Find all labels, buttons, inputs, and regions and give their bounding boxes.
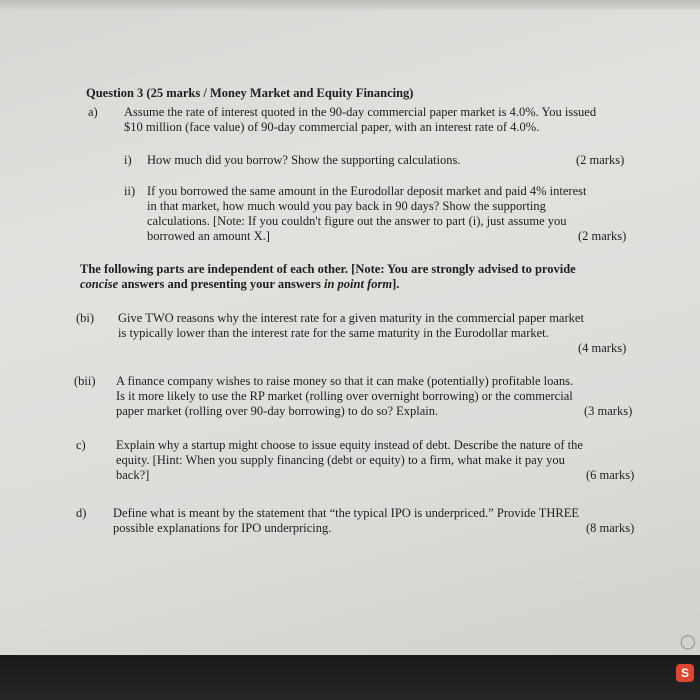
heading-suffix: ) (409, 86, 414, 100)
part-a-i-marks: (2 marks) (576, 153, 625, 167)
heading-topic: Money Market and Equity Financing (209, 86, 410, 100)
part-bii-label: (bii) (74, 374, 96, 388)
part-d-line1: Define what is meant by the statement that “the typical IPO is underpriced.” Provide THREE (113, 506, 579, 520)
question-heading (86, 86, 413, 101)
part-c-line3: back?] (116, 468, 150, 482)
part-a-ii-line4: borrowed an amount X.] (147, 229, 270, 243)
part-a-i-text: How much did you borrow? Show the supporting calculations. (147, 153, 461, 167)
app-badge-icon[interactable]: S (676, 664, 694, 682)
page-top-edge (0, 0, 700, 10)
bottom-app-bar (0, 655, 700, 700)
part-bi-line2: is typically lower than the interest rate for the same maturity in the Eurodollar market. (118, 326, 549, 340)
part-d-line2: possible explanations for IPO underpricing. (113, 521, 332, 535)
note-mid: answers and presenting your answers (118, 277, 324, 291)
part-a-ii-line1: If you borrowed the same amount in the Eurodollar deposit market and paid 4% interest (147, 184, 587, 198)
note-point-form: in point form (324, 277, 393, 291)
part-a-line2: $10 million (face value) of 90-day commercial paper, with an interest rate of 4.0%. (124, 120, 540, 134)
part-d-label: d) (76, 506, 87, 520)
eye-icon[interactable]: ◯ (680, 634, 696, 650)
part-bii-line1: A finance company wishes to raise money so that it can make (potentially) profitable loans. (116, 374, 574, 388)
part-bi-marks: (4 marks) (578, 341, 627, 355)
part-a-ii-line3: calculations. [Note: If you couldn't figure out the answer to part (i), just assume you (147, 214, 567, 228)
part-a-ii-marks: (2 marks) (578, 229, 627, 243)
part-bi-line1: Give TWO reasons why the interest rate for a given maturity in the commercial paper market (118, 311, 584, 325)
note-line1: The following parts are independent of each other. [Note: You are strongly advised to provide (80, 262, 576, 276)
part-bii-line2: Is it more likely to use the RP market (rolling over overnight borrowing) or the commercial (116, 389, 573, 403)
note-line2 (80, 277, 399, 292)
note-concise: concise (80, 277, 119, 291)
part-a-label: a) (88, 105, 98, 119)
part-c-line2: equity. [Hint: When you supply financing (debt or equity) to a firm, what make it pay you (116, 453, 565, 467)
part-bii-line3: paper market (rolling over 90-day borrowing) to do so? Explain. (116, 404, 439, 418)
part-d-marks: (8 marks) (586, 521, 635, 535)
part-a-ii-label: ii) (124, 184, 136, 198)
part-c-label: c) (76, 438, 86, 452)
heading-prefix: Question 3 (25 marks / (86, 86, 210, 100)
note-end: ]. (392, 277, 400, 291)
part-a-line1: Assume the rate of interest quoted in the 90-day commercial paper market is 4.0%. You issued (124, 105, 597, 119)
part-bi-label: (bi) (76, 311, 95, 325)
part-a-ii-line2: in that market, how much would you pay back in 90 days? Show the supporting (147, 199, 546, 213)
part-bii-marks: (3 marks) (584, 404, 633, 418)
part-c-marks: (6 marks) (586, 468, 635, 482)
part-c-line1: Explain why a startup might choose to issue equity instead of debt. Describe the nature of the (116, 438, 583, 452)
part-a-i-label: i) (124, 153, 132, 167)
